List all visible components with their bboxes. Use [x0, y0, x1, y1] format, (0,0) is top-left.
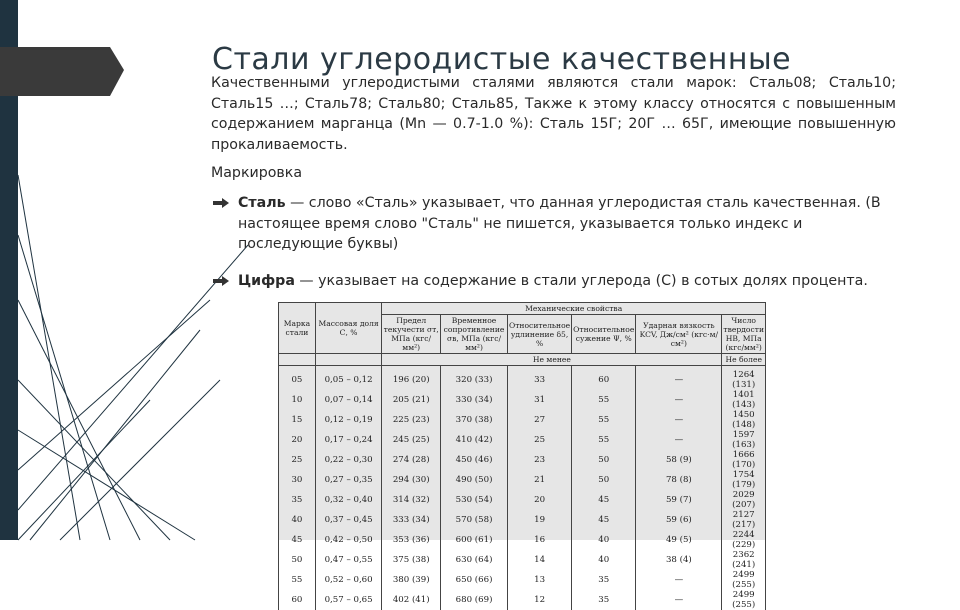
- header-mech-group: Механические свойства: [382, 303, 766, 315]
- table-cell: 274 (28): [382, 450, 441, 470]
- table-cell: 40: [572, 530, 636, 550]
- table-cell: 49 (5): [636, 530, 722, 550]
- table-row: [279, 550, 766, 570]
- table-cell: 402 (41): [382, 590, 441, 610]
- table-cell: 78 (8): [636, 470, 722, 490]
- table-cell: 0,52 – 0,60: [315, 570, 382, 590]
- table-cell: 60: [279, 590, 316, 610]
- header-carbon: Массовая доля С, %: [315, 303, 382, 354]
- table-cell: 2029 (207): [722, 490, 766, 510]
- table-body: [279, 366, 766, 610]
- subheading: Маркировка: [211, 163, 896, 183]
- header-grade: Марка стали: [279, 303, 316, 354]
- table-row: [279, 390, 766, 410]
- header-not-less: Не менее: [382, 354, 722, 366]
- title-marker-shape: [0, 47, 124, 96]
- header-hardness: Число твердости НВ, МПа (кгс/мм²): [722, 315, 766, 354]
- table-cell: 35: [572, 590, 636, 610]
- table-cell: 1450 (148): [722, 410, 766, 430]
- steel-properties-table: [278, 302, 766, 540]
- table-cell: 05: [279, 366, 316, 391]
- table-cell: 14: [508, 550, 572, 570]
- table-cell: 570 (58): [441, 510, 508, 530]
- header-tensile: Временное сопротивление σв, МПа (кгс/мм²): [441, 315, 508, 354]
- table-cell: 27: [508, 410, 572, 430]
- table-cell: 0,12 – 0,19: [315, 410, 382, 430]
- table-cell: 375 (38): [382, 550, 441, 570]
- table-cell: 196 (20): [382, 366, 441, 391]
- table-row: [279, 430, 766, 450]
- table-cell: 25: [279, 450, 316, 470]
- table-cell: 33: [508, 366, 572, 391]
- header-impact: Ударная вязкость KCV, Дж/см² (кгс·м/см²): [636, 315, 722, 354]
- table-cell: 59 (7): [636, 490, 722, 510]
- table-cell: 20: [279, 430, 316, 450]
- table-cell: 2244 (229): [722, 530, 766, 550]
- table-cell: 0,42 – 0,50: [315, 530, 382, 550]
- table-cell: 55: [279, 570, 316, 590]
- table-cell: —: [636, 390, 722, 410]
- table-cell: 680 (69): [441, 590, 508, 610]
- table-cell: 205 (21): [382, 390, 441, 410]
- table-cell: —: [636, 570, 722, 590]
- table-cell: 1666 (170): [722, 450, 766, 470]
- table-cell: 294 (30): [382, 470, 441, 490]
- table-cell: 45: [279, 530, 316, 550]
- table-cell: 245 (25): [382, 430, 441, 450]
- table-cell: 21: [508, 470, 572, 490]
- arrow-bullet-icon: [213, 198, 229, 208]
- table-cell: 1754 (179): [722, 470, 766, 490]
- table-row: [279, 450, 766, 470]
- header-yield: Предел текучести σт, МПа (кгс/мм²): [382, 315, 441, 354]
- table-cell: 45: [572, 490, 636, 510]
- table-cell: 330 (34): [441, 390, 508, 410]
- header-reduction: Относительное сужение Ψ, %: [572, 315, 636, 354]
- table-row: [279, 570, 766, 590]
- table-cell: 40: [279, 510, 316, 530]
- table-cell: 600 (61): [441, 530, 508, 550]
- table-cell: 55: [572, 430, 636, 450]
- table-cell: 0,07 – 0,14: [315, 390, 382, 410]
- arrow-bullet-icon: [213, 276, 229, 286]
- table-cell: 0,37 – 0,45: [315, 510, 382, 530]
- bullet-term: Цифра: [238, 273, 295, 289]
- slide-title: Стали углеродистые качественные: [212, 42, 791, 77]
- table-cell: 450 (46): [441, 450, 508, 470]
- table-cell: 15: [279, 410, 316, 430]
- table-cell: 50: [279, 550, 316, 570]
- table-row: [279, 590, 766, 610]
- list-item: [211, 271, 896, 292]
- table-cell: —: [636, 590, 722, 610]
- table-row: [279, 490, 766, 510]
- table-cell: 58 (9): [636, 450, 722, 470]
- table-cell: —: [636, 410, 722, 430]
- table-row: [279, 510, 766, 530]
- table-cell: 55: [572, 390, 636, 410]
- table-cell: 55: [572, 410, 636, 430]
- bullet-term: Сталь: [238, 195, 286, 211]
- table-cell: 2127 (217): [722, 510, 766, 530]
- table-cell: —: [636, 430, 722, 450]
- table-cell: 2499 (255): [722, 570, 766, 590]
- table-cell: 35: [279, 490, 316, 510]
- table-cell: 20: [508, 490, 572, 510]
- table-cell: 630 (64): [441, 550, 508, 570]
- table-cell: 1401 (143): [722, 390, 766, 410]
- table-cell: 2362 (241): [722, 550, 766, 570]
- table-cell: 380 (39): [382, 570, 441, 590]
- table-cell: 59 (6): [636, 510, 722, 530]
- table-cell: 370 (38): [441, 410, 508, 430]
- table-cell: 530 (54): [441, 490, 508, 510]
- table-cell: 12: [508, 590, 572, 610]
- table-row: [279, 470, 766, 490]
- table-cell: 50: [572, 450, 636, 470]
- table-cell: 38 (4): [636, 550, 722, 570]
- table-cell: 16: [508, 530, 572, 550]
- table-cell: 19: [508, 510, 572, 530]
- table-cell: —: [636, 366, 722, 391]
- table-row: [279, 366, 766, 391]
- table-cell: 50: [572, 470, 636, 490]
- header-elongation: Относительное удлинение δ5, %: [508, 315, 572, 354]
- table-cell: 0,17 – 0,24: [315, 430, 382, 450]
- table-cell: 0,47 – 0,55: [315, 550, 382, 570]
- table-cell: 31: [508, 390, 572, 410]
- table-cell: 0,22 – 0,30: [315, 450, 382, 470]
- table-cell: 60: [572, 366, 636, 391]
- table-cell: 490 (50): [441, 470, 508, 490]
- table-cell: 333 (34): [382, 510, 441, 530]
- table-cell: 314 (32): [382, 490, 441, 510]
- table-cell: 23: [508, 450, 572, 470]
- table-cell: 0,57 – 0,65: [315, 590, 382, 610]
- table-cell: 0,05 – 0,12: [315, 366, 382, 391]
- table-cell: 10: [279, 390, 316, 410]
- table-cell: 1264 (131): [722, 366, 766, 391]
- table-cell: 1597 (163): [722, 430, 766, 450]
- bullet-text: — слово «Сталь» указывает, что данная углеродистая сталь качественная. (В настоящее время слово "Сталь" не пишется, указывается только индекс и последующие буквы): [238, 195, 881, 252]
- table-cell: 35: [572, 570, 636, 590]
- table-cell: 353 (36): [382, 530, 441, 550]
- slide-body: [211, 73, 896, 291]
- header-not-more: Не более: [722, 354, 766, 366]
- bullet-text: — указывает на содержание в стали углерода (С) в сотых долях процента.: [295, 273, 868, 289]
- table-cell: 650 (66): [441, 570, 508, 590]
- table-cell: 0,27 – 0,35: [315, 470, 382, 490]
- list-item: [211, 193, 896, 255]
- table-cell: 30: [279, 470, 316, 490]
- intro-paragraph: Качественными углеродистыми сталями являются стали марок: Сталь08; Сталь10; Сталь15 …; Сталь78; Сталь80; Сталь85, Также к этому классу относятся с повышенным содержанием марганца (Mn — 0.7-1.0 %): Сталь 15Г; 20Г … 65Г, имеющие повышенную прокаливаемость.: [211, 73, 896, 155]
- table-cell: 225 (23): [382, 410, 441, 430]
- table-row: [279, 410, 766, 430]
- bullet-list: [211, 193, 896, 291]
- table-cell: 410 (42): [441, 430, 508, 450]
- table-row: [279, 530, 766, 550]
- table-cell: 13: [508, 570, 572, 590]
- table-cell: 40: [572, 550, 636, 570]
- table-cell: 0,32 – 0,40: [315, 490, 382, 510]
- table-cell: 25: [508, 430, 572, 450]
- table-cell: 45: [572, 510, 636, 530]
- table-cell: 320 (33): [441, 366, 508, 391]
- table-cell: 2499 (255): [722, 590, 766, 610]
